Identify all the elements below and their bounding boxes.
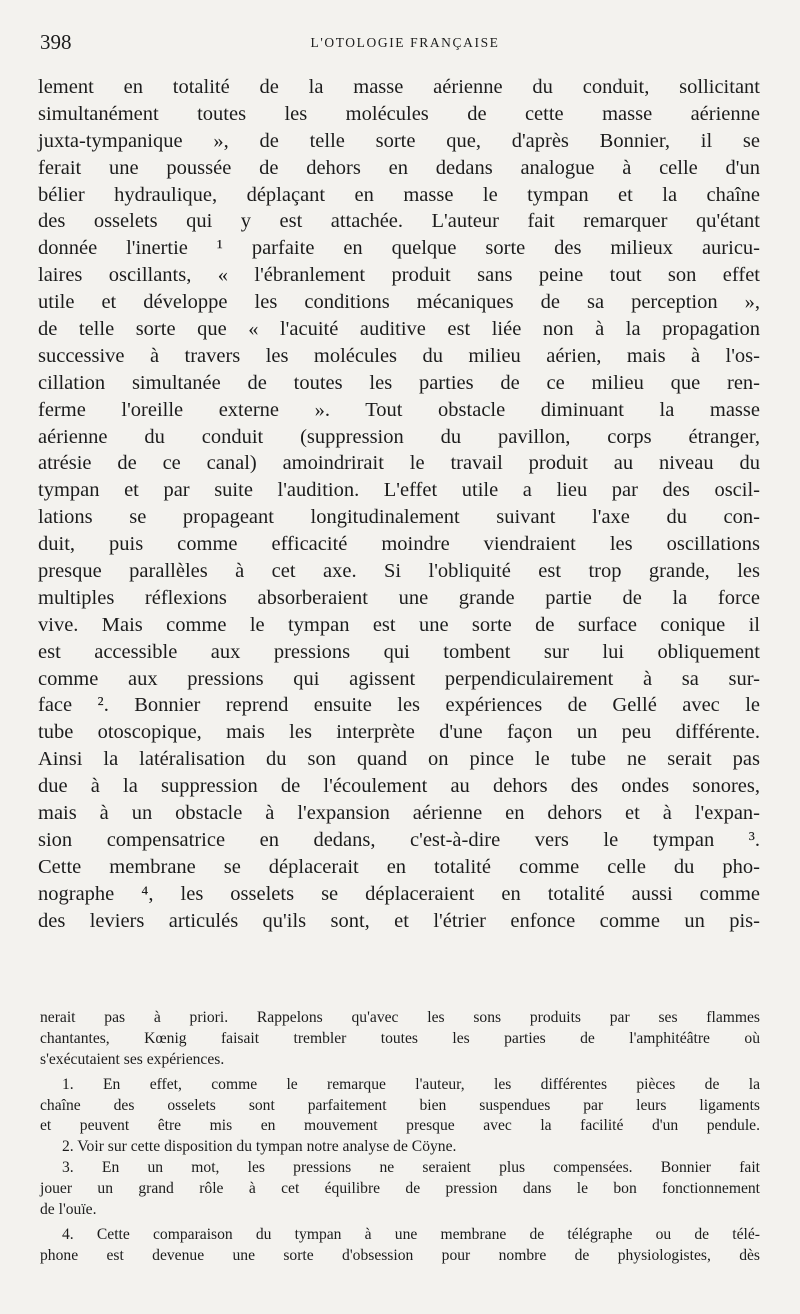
text-line: Ainsi la latéralisation du son quand on pince le tube ne serait pas (38, 748, 760, 771)
text-line: due à la suppression de l'écoulement au dehors des ondes sonores, (38, 775, 760, 798)
text-line: tube otoscopique, mais les interprète d'une façon un peu différente. (38, 721, 760, 744)
text-line: cillation simultanée de toutes les parties de ce milieu que ren- (38, 371, 760, 394)
text-line: mais à un obstacle à l'expansion aérienne en dehors et à l'expan- (38, 802, 760, 825)
text-line: des leviers articulés qu'ils sont, et l'étrier enfonce comme un pis- (38, 909, 760, 932)
footnote-line: phone est devenue une sorte d'obsession pour nombre de physiologistes, dès (40, 1246, 760, 1264)
text-line: juxta-tympanique », de telle sorte que, d'après Bonnier, il se (38, 129, 760, 152)
text-line: lement en totalité de la masse aérienne du conduit, sollicitant (38, 76, 760, 98)
footnotes (40, 1008, 760, 1267)
footnote-line: de l'ouïe. (40, 1201, 97, 1219)
text-line: lations se propageant longitudinalement suivant l'axe du con- (38, 506, 760, 529)
text-line: de telle sorte que « l'acuité auditive est liée non à la propagation (38, 318, 760, 341)
footnote-line: s'exécutaient ses expériences. (40, 1050, 225, 1068)
text-line: laires oscillants, « l'ébranlement produit sans peine tout son effet (38, 264, 760, 287)
main-text (38, 74, 760, 935)
footnote-4 (40, 1225, 760, 1267)
text-line: Cette membrane se déplacerait en totalité comme celle du pho- (38, 855, 760, 878)
text-line: successive à travers les molécules du milieu aérien, mais à l'os- (38, 344, 760, 367)
text-line: sion compensatrice en dedans, c'est-à-dire vers le tympan ³. (38, 828, 760, 851)
footnote-line: et peuvent être mis en mouvement presque avec la facilité d'un pendule. (40, 1117, 760, 1135)
text-line: presque parallèles à cet axe. Si l'obliquité est trop grande, les (38, 560, 760, 583)
text-line: duit, puis comme efficacité moindre viendraient les oscillations (38, 533, 760, 556)
running-head: L'OTOLOGIE FRANÇAISE (310, 35, 500, 50)
text-line: ferme l'oreille externe ». Tout obstacle diminuant la masse (38, 398, 760, 421)
footnote-line: 3. En un mot, les pressions ne seraient plus compensées. Bonnier fait (62, 1159, 760, 1177)
footnote-line: 2. Voir sur cette disposition du tympan notre analyse de Cöyne. (62, 1138, 457, 1156)
text-line: bélier hydraulique, déplaçant en masse le tympan et la chaîne (38, 183, 760, 206)
footnote-line: 1. En effet, comme le remarque l'auteur, les différentes pièces de la (62, 1075, 760, 1093)
footnote-line: chantantes, Kœnig faisait trembler toutes les parties de l'amphitéâtre où (40, 1029, 760, 1047)
footnote-continuation (40, 1008, 760, 1071)
footnote-line: chaîne des osselets sont parfaitement bien suspendues par leurs ligaments (40, 1096, 760, 1114)
text-line: multiples réflexions absorberaient une grande partie de la force (38, 586, 760, 609)
footnote-1 (40, 1075, 760, 1138)
text-line: tympan et par suite l'audition. L'effet utile a lieu par des oscil- (38, 479, 760, 502)
footnote-line: 4. Cette comparaison du tympan à une membrane de télégraphe ou de télé- (62, 1225, 760, 1243)
footnote-2 (40, 1137, 760, 1158)
text-line: des osselets qui y est attachée. L'auteur fait remarquer qu'étant (38, 210, 760, 233)
footnote-3 (40, 1158, 760, 1221)
page-header (40, 30, 770, 60)
text-line: comme aux pressions qui agissent perpendiculairement à sa sur- (38, 667, 760, 690)
text-line: donnée l'inertie ¹ parfaite en quelque sorte des milieux auricu- (38, 237, 760, 260)
text-line: nographe ⁴, les osselets se déplaceraient en totalité aussi comme (38, 882, 760, 905)
text-line: aérienne du conduit (suppression du pavillon, corps étranger, (38, 425, 760, 448)
text-line: vive. Mais comme le tympan est une sorte de surface conique il (38, 613, 760, 636)
footnote-line: jouer un grand rôle à cet équilibre de pression dans le bon fonctionnement (40, 1180, 760, 1198)
text-line: simultanément toutes les molécules de cette masse aérienne (38, 102, 760, 125)
text-line: est accessible aux pressions qui tombent sur lui obliquement (38, 640, 760, 663)
page-number: 398 (40, 30, 72, 54)
text-line: utile et développe les conditions mécaniques de sa perception », (38, 291, 760, 314)
text-line: face ². Bonnier reprend ensuite les expériences de Gellé avec le (38, 694, 760, 717)
text-line: atrésie de ce canal) amoindrirait le travail produit au niveau du (38, 452, 760, 475)
footnote-line: nerait pas à priori. Rappelons qu'avec les sons produits par ses flammes (40, 1009, 760, 1026)
text-line: ferait une poussée de dehors en dedans analogue à celle d'un (38, 156, 760, 179)
